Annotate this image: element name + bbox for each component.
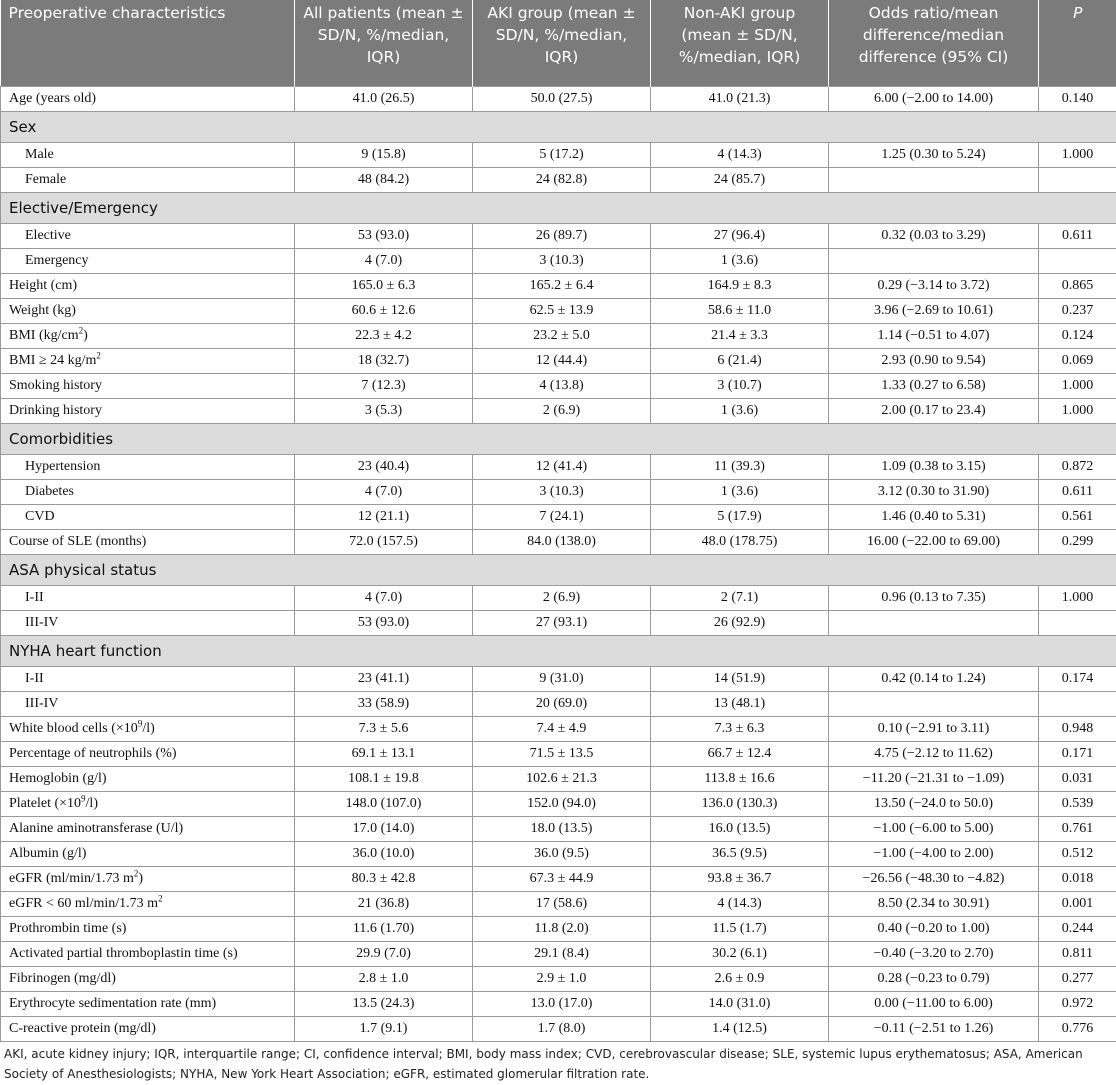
table-footnote: AKI, acute kidney injury; IQR, interquartile range; CI, confidence interval; BMI, body mass index; CVD, cerebrovascular disease; SLE, systemic lupus erythematosus; ASA, American Society of Anesthesiologists; NYHA, New York Heart Association; eGFR, estimated glomerular filtration rate.: [4, 1047, 1083, 1081]
cell-non-aki-group: 136.0 (130.3): [651, 792, 829, 817]
cell-odds-ratio: [829, 168, 1039, 193]
row-label: [1, 892, 295, 917]
table-row: [1, 249, 1116, 274]
cell-p-value: 1.000: [1039, 586, 1116, 611]
table-row: [1, 967, 1116, 992]
cell-all-patients: 22.3 ± 4.2: [295, 324, 473, 349]
cell-non-aki-group: 14 (51.9): [651, 667, 829, 692]
cell-aki-group: 26 (89.7): [473, 224, 651, 249]
cell-p-value: 0.761: [1039, 817, 1116, 842]
table-row: [1, 792, 1116, 817]
cell-aki-group: 62.5 ± 13.9: [473, 299, 651, 324]
cell-p-value: 0.277: [1039, 967, 1116, 992]
row-label: [1, 586, 295, 611]
row-label-text: I-II: [25, 590, 44, 605]
row-label-text: C-reactive protein (mg/dl): [9, 1021, 156, 1036]
header-odds-ratio: Odds ratio/mean difference/median difference (95% CI): [829, 0, 1039, 87]
row-label: [1, 717, 295, 742]
table-row: [1, 867, 1116, 892]
cell-all-patients: 1.7 (9.1): [295, 1017, 473, 1042]
row-label-text: Drinking history: [9, 403, 102, 418]
cell-all-patients: 7.3 ± 5.6: [295, 717, 473, 742]
cell-aki-group: 11.8 (2.0): [473, 917, 651, 942]
header-row: [1, 0, 1116, 87]
cell-all-patients: 69.1 ± 13.1: [295, 742, 473, 767]
row-label-superscript: 2: [133, 868, 139, 879]
row-label-superscript: 9: [81, 793, 86, 804]
cell-aki-group: 27 (93.1): [473, 611, 651, 636]
cell-odds-ratio: 0.32 (0.03 to 3.29): [829, 224, 1039, 249]
cell-non-aki-group: 7.3 ± 6.3: [651, 717, 829, 742]
table-row: [1, 349, 1116, 374]
table-row: [1, 717, 1116, 742]
cell-non-aki-group: 27 (96.4): [651, 224, 829, 249]
section-row: [1, 112, 1116, 143]
cell-odds-ratio: 0.28 (−0.23 to 0.79): [829, 967, 1039, 992]
cell-all-patients: 2.8 ± 1.0: [295, 967, 473, 992]
row-label-text: Diabetes: [25, 484, 74, 499]
row-label-text: White blood cells (×10: [9, 721, 138, 736]
row-label: [1, 399, 295, 424]
table-row: [1, 842, 1116, 867]
row-label-text: I-II: [25, 671, 44, 686]
row-label: [1, 742, 295, 767]
row-label: [1, 842, 295, 867]
row-label-text: eGFR < 60 ml/min/1.73 m: [9, 896, 159, 911]
header-characteristics: Preoperative characteristics: [1, 0, 295, 87]
row-label-superscript: 2: [78, 325, 84, 336]
table-row: [1, 324, 1116, 349]
cell-aki-group: 71.5 ± 13.5: [473, 742, 651, 767]
row-label-text: Hypertension: [25, 459, 101, 474]
cell-aki-group: 7 (24.1): [473, 505, 651, 530]
cell-non-aki-group: 58.6 ± 11.0: [651, 299, 829, 324]
table-row: [1, 892, 1116, 917]
cell-p-value: 1.000: [1039, 374, 1116, 399]
cell-p-value: 0.140: [1039, 87, 1116, 112]
header-all-patients: All patients (mean ± SD/N, %/median, IQR): [295, 0, 473, 87]
cell-aki-group: 165.2 ± 6.4: [473, 274, 651, 299]
cell-odds-ratio: 0.00 (−11.00 to 6.00): [829, 992, 1039, 1017]
row-label: [1, 867, 295, 892]
cell-all-patients: 7 (12.3): [295, 374, 473, 399]
cell-non-aki-group: 1 (3.6): [651, 249, 829, 274]
cell-odds-ratio: −1.00 (−4.00 to 2.00): [829, 842, 1039, 867]
row-label-text: Male: [25, 147, 54, 162]
cell-p-value: 0.539: [1039, 792, 1116, 817]
table-row: [1, 505, 1116, 530]
table-row: [1, 992, 1116, 1017]
section-label: Comorbidities: [1, 424, 1116, 455]
cell-p-value: 1.000: [1039, 399, 1116, 424]
row-label-text: Platelet (×10: [9, 796, 82, 811]
row-label: [1, 505, 295, 530]
row-label: [1, 942, 295, 967]
cell-odds-ratio: 16.00 (−22.00 to 69.00): [829, 530, 1039, 555]
row-label-text: Erythrocyte sedimentation rate (mm): [9, 996, 217, 1011]
cell-non-aki-group: 1 (3.6): [651, 399, 829, 424]
cell-odds-ratio: 0.10 (−2.91 to 3.11): [829, 717, 1039, 742]
row-label: [1, 767, 295, 792]
cell-non-aki-group: 1 (3.6): [651, 480, 829, 505]
cell-p-value: 0.171: [1039, 742, 1116, 767]
cell-odds-ratio: −0.40 (−3.20 to 2.70): [829, 942, 1039, 967]
cell-non-aki-group: 2 (7.1): [651, 586, 829, 611]
cell-all-patients: 29.9 (7.0): [295, 942, 473, 967]
header-p-value: P: [1039, 0, 1116, 87]
row-label-tail: /l): [142, 721, 155, 736]
cell-odds-ratio: [829, 611, 1039, 636]
table-row: [1, 455, 1116, 480]
cell-p-value: 0.069: [1039, 349, 1116, 374]
row-label-text: BMI (kg/cm: [9, 328, 79, 343]
cell-non-aki-group: 4 (14.3): [651, 143, 829, 168]
cell-all-patients: 4 (7.0): [295, 586, 473, 611]
row-label: [1, 667, 295, 692]
cell-non-aki-group: 13 (48.1): [651, 692, 829, 717]
cell-odds-ratio: −26.56 (−48.30 to −4.82): [829, 867, 1039, 892]
table-row: [1, 399, 1116, 424]
cell-aki-group: 5 (17.2): [473, 143, 651, 168]
table-row: [1, 917, 1116, 942]
cell-odds-ratio: −0.11 (−2.51 to 1.26): [829, 1017, 1039, 1042]
row-label-text: Activated partial thromboplastin time (s): [9, 946, 238, 961]
cell-odds-ratio: 0.29 (−3.14 to 3.72): [829, 274, 1039, 299]
table-row: [1, 611, 1116, 636]
cell-non-aki-group: 30.2 (6.1): [651, 942, 829, 967]
cell-all-patients: 23 (40.4): [295, 455, 473, 480]
cell-odds-ratio: 0.42 (0.14 to 1.24): [829, 667, 1039, 692]
cell-p-value: [1039, 692, 1116, 717]
header-non-aki-group: Non-AKI group (mean ± SD/N, %/median, IQR): [651, 0, 829, 87]
section-row: [1, 193, 1116, 224]
cell-non-aki-group: 11.5 (1.7): [651, 917, 829, 942]
table-row: [1, 692, 1116, 717]
row-label: [1, 455, 295, 480]
cell-all-patients: 80.3 ± 42.8: [295, 867, 473, 892]
cell-aki-group: 4 (13.8): [473, 374, 651, 399]
row-label: [1, 374, 295, 399]
section-label: ASA physical status: [1, 555, 1116, 586]
cell-all-patients: 4 (7.0): [295, 249, 473, 274]
cell-non-aki-group: 164.9 ± 8.3: [651, 274, 829, 299]
table-row: [1, 667, 1116, 692]
cell-p-value: 0.872: [1039, 455, 1116, 480]
cell-aki-group: 2 (6.9): [473, 586, 651, 611]
cell-non-aki-group: 1.4 (12.5): [651, 1017, 829, 1042]
cell-odds-ratio: 3.96 (−2.69 to 10.61): [829, 299, 1039, 324]
cell-aki-group: 67.3 ± 44.9: [473, 867, 651, 892]
cell-non-aki-group: 48.0 (178.75): [651, 530, 829, 555]
cell-all-patients: 48 (84.2): [295, 168, 473, 193]
row-label-text: Weight (kg): [9, 303, 76, 318]
row-label: [1, 817, 295, 842]
table-header: [1, 0, 1116, 87]
row-label-text: Elective: [25, 228, 71, 243]
cell-aki-group: 12 (44.4): [473, 349, 651, 374]
cell-p-value: 0.299: [1039, 530, 1116, 555]
cell-aki-group: 13.0 (17.0): [473, 992, 651, 1017]
cell-all-patients: 17.0 (14.0): [295, 817, 473, 842]
cell-p-value: 0.776: [1039, 1017, 1116, 1042]
cell-odds-ratio: 1.33 (0.27 to 6.58): [829, 374, 1039, 399]
table-row: [1, 168, 1116, 193]
cell-aki-group: 29.1 (8.4): [473, 942, 651, 967]
table-row: [1, 143, 1116, 168]
cell-p-value: 0.972: [1039, 992, 1116, 1017]
table-row: [1, 374, 1116, 399]
cell-odds-ratio: −11.20 (−21.31 to −1.09): [829, 767, 1039, 792]
cell-all-patients: 21 (36.8): [295, 892, 473, 917]
cell-aki-group: 152.0 (94.0): [473, 792, 651, 817]
cell-odds-ratio: −1.00 (−6.00 to 5.00): [829, 817, 1039, 842]
cell-p-value: 0.611: [1039, 224, 1116, 249]
cell-p-value: 1.000: [1039, 143, 1116, 168]
cell-aki-group: 24 (82.8): [473, 168, 651, 193]
cell-non-aki-group: 16.0 (13.5): [651, 817, 829, 842]
row-label-text: Height (cm): [9, 278, 78, 293]
header-aki-group: AKI group (mean ± SD/N, %/median, IQR): [473, 0, 651, 87]
cell-all-patients: 11.6 (1.70): [295, 917, 473, 942]
cell-aki-group: 9 (31.0): [473, 667, 651, 692]
row-label: [1, 143, 295, 168]
section-label: Elective/Emergency: [1, 193, 1116, 224]
cell-p-value: 0.865: [1039, 274, 1116, 299]
row-label-superscript: 2: [158, 893, 163, 904]
section-row: [1, 555, 1116, 586]
table-row: [1, 767, 1116, 792]
cell-aki-group: 3 (10.3): [473, 480, 651, 505]
section-row: [1, 636, 1116, 667]
row-label-text: eGFR (ml/min/1.73 m: [9, 871, 134, 886]
row-label-text: Course of SLE (months): [9, 534, 147, 549]
row-label-text: Fibrinogen (mg/dl): [9, 971, 116, 986]
row-label: [1, 224, 295, 249]
cell-aki-group: 84.0 (138.0): [473, 530, 651, 555]
cell-aki-group: 20 (69.0): [473, 692, 651, 717]
cell-non-aki-group: 113.8 ± 16.6: [651, 767, 829, 792]
cell-odds-ratio: [829, 692, 1039, 717]
cell-p-value: 0.001: [1039, 892, 1116, 917]
row-label-text: CVD: [25, 509, 55, 524]
cell-odds-ratio: 1.09 (0.38 to 3.15): [829, 455, 1039, 480]
cell-non-aki-group: 26 (92.9): [651, 611, 829, 636]
cell-p-value: 0.018: [1039, 867, 1116, 892]
row-label-tail: /l): [85, 796, 98, 811]
table-row: [1, 742, 1116, 767]
row-label-text: Smoking history: [9, 378, 102, 393]
cell-aki-group: 23.2 ± 5.0: [473, 324, 651, 349]
cell-all-patients: 12 (21.1): [295, 505, 473, 530]
row-label-superscript: 9: [137, 718, 143, 729]
table-row: [1, 274, 1116, 299]
row-label-text: Female: [25, 172, 67, 187]
table-row: [1, 530, 1116, 555]
cell-p-value: 0.611: [1039, 480, 1116, 505]
table-row: [1, 942, 1116, 967]
cell-all-patients: 9 (15.8): [295, 143, 473, 168]
cell-aki-group: 102.6 ± 21.3: [473, 767, 651, 792]
cell-non-aki-group: 6 (21.4): [651, 349, 829, 374]
cell-aki-group: 1.7 (8.0): [473, 1017, 651, 1042]
cell-p-value: 0.124: [1039, 324, 1116, 349]
table-body: [1, 87, 1116, 1042]
row-label: [1, 349, 295, 374]
cell-odds-ratio: 8.50 (2.34 to 30.91): [829, 892, 1039, 917]
cell-odds-ratio: 3.12 (0.30 to 31.90): [829, 480, 1039, 505]
cell-aki-group: 50.0 (27.5): [473, 87, 651, 112]
cell-all-patients: 4 (7.0): [295, 480, 473, 505]
row-label: [1, 299, 295, 324]
row-label: [1, 692, 295, 717]
cell-odds-ratio: 0.40 (−0.20 to 1.00): [829, 917, 1039, 942]
row-label: [1, 917, 295, 942]
cell-p-value: 0.174: [1039, 667, 1116, 692]
cell-p-value: 0.811: [1039, 942, 1116, 967]
table-row: [1, 224, 1116, 249]
cell-all-patients: 36.0 (10.0): [295, 842, 473, 867]
cell-p-value: [1039, 249, 1116, 274]
cell-odds-ratio: 2.00 (0.17 to 23.4): [829, 399, 1039, 424]
cell-p-value: 0.244: [1039, 917, 1116, 942]
cell-aki-group: 12 (41.4): [473, 455, 651, 480]
cell-non-aki-group: 14.0 (31.0): [651, 992, 829, 1017]
row-label-text: BMI ≥ 24 kg/m: [9, 353, 97, 368]
cell-all-patients: 33 (58.9): [295, 692, 473, 717]
row-label: [1, 480, 295, 505]
row-label: [1, 992, 295, 1017]
row-label-text: Emergency: [25, 253, 89, 268]
row-label: [1, 168, 295, 193]
section-label: NYHA heart function: [1, 636, 1116, 667]
cell-p-value: [1039, 611, 1116, 636]
cell-all-patients: 60.6 ± 12.6: [295, 299, 473, 324]
cell-non-aki-group: 36.5 (9.5): [651, 842, 829, 867]
cell-non-aki-group: 41.0 (21.3): [651, 87, 829, 112]
cell-all-patients: 23 (41.1): [295, 667, 473, 692]
row-label: [1, 87, 295, 112]
cell-odds-ratio: 2.93 (0.90 to 9.54): [829, 349, 1039, 374]
cell-aki-group: 2.9 ± 1.0: [473, 967, 651, 992]
cell-aki-group: 7.4 ± 4.9: [473, 717, 651, 742]
cell-non-aki-group: 93.8 ± 36.7: [651, 867, 829, 892]
row-label-text: Hemoglobin (g/l): [9, 771, 107, 786]
row-label: [1, 274, 295, 299]
cell-all-patients: 53 (93.0): [295, 611, 473, 636]
cell-p-value: 0.237: [1039, 299, 1116, 324]
table-row: [1, 817, 1116, 842]
cell-all-patients: 165.0 ± 6.3: [295, 274, 473, 299]
cell-odds-ratio: 1.14 (−0.51 to 4.07): [829, 324, 1039, 349]
cell-all-patients: 53 (93.0): [295, 224, 473, 249]
cell-non-aki-group: 24 (85.7): [651, 168, 829, 193]
cell-odds-ratio: [829, 249, 1039, 274]
cell-odds-ratio: 0.96 (0.13 to 7.35): [829, 586, 1039, 611]
cell-p-value: 0.561: [1039, 505, 1116, 530]
row-label: [1, 967, 295, 992]
row-label-text: Prothrombin time (s): [9, 921, 127, 936]
table-row: [1, 87, 1116, 112]
cell-non-aki-group: 3 (10.7): [651, 374, 829, 399]
table-row: [1, 1017, 1116, 1042]
cell-non-aki-group: 2.6 ± 0.9: [651, 967, 829, 992]
cell-aki-group: 36.0 (9.5): [473, 842, 651, 867]
cell-non-aki-group: 21.4 ± 3.3: [651, 324, 829, 349]
cell-non-aki-group: 4 (14.3): [651, 892, 829, 917]
row-label-tail: ): [138, 871, 144, 886]
row-label-superscript: 2: [96, 350, 101, 361]
cell-all-patients: 41.0 (26.5): [295, 87, 473, 112]
table-row: [1, 480, 1116, 505]
cell-non-aki-group: 66.7 ± 12.4: [651, 742, 829, 767]
cell-aki-group: 2 (6.9): [473, 399, 651, 424]
cell-all-patients: 72.0 (157.5): [295, 530, 473, 555]
row-label-text: Age (years old): [9, 91, 97, 106]
row-label-text: III-IV: [25, 696, 59, 711]
cell-p-value: 0.512: [1039, 842, 1116, 867]
cell-aki-group: 3 (10.3): [473, 249, 651, 274]
cell-odds-ratio: 13.50 (−24.0 to 50.0): [829, 792, 1039, 817]
cell-all-patients: 108.1 ± 19.8: [295, 767, 473, 792]
cell-all-patients: 18 (32.7): [295, 349, 473, 374]
row-label-text: Alanine aminotransferase (U/l): [9, 821, 184, 836]
cell-all-patients: 13.5 (24.3): [295, 992, 473, 1017]
row-label: [1, 530, 295, 555]
section-label: Sex: [1, 112, 1116, 143]
cell-p-value: 0.948: [1039, 717, 1116, 742]
row-label-text: Albumin (g/l): [9, 846, 87, 861]
cell-all-patients: 148.0 (107.0): [295, 792, 473, 817]
section-row: [1, 424, 1116, 455]
row-label: [1, 324, 295, 349]
row-label-text: III-IV: [25, 615, 59, 630]
row-label: [1, 611, 295, 636]
cell-all-patients: 3 (5.3): [295, 399, 473, 424]
row-label: [1, 1017, 295, 1042]
cell-p-value: [1039, 168, 1116, 193]
cell-non-aki-group: 11 (39.3): [651, 455, 829, 480]
cell-odds-ratio: 1.25 (0.30 to 5.24): [829, 143, 1039, 168]
row-label: [1, 249, 295, 274]
table-row: [1, 586, 1116, 611]
cell-odds-ratio: 6.00 (−2.00 to 14.00): [829, 87, 1039, 112]
cell-non-aki-group: 5 (17.9): [651, 505, 829, 530]
row-label: [1, 792, 295, 817]
cell-p-value: 0.031: [1039, 767, 1116, 792]
table-row: [1, 299, 1116, 324]
cell-odds-ratio: 1.46 (0.40 to 5.31): [829, 505, 1039, 530]
row-label-tail: ): [83, 328, 88, 343]
cell-aki-group: 18.0 (13.5): [473, 817, 651, 842]
cell-odds-ratio: 4.75 (−2.12 to 11.62): [829, 742, 1039, 767]
cell-aki-group: 17 (58.6): [473, 892, 651, 917]
row-label-text: Percentage of neutrophils (%): [9, 746, 177, 761]
